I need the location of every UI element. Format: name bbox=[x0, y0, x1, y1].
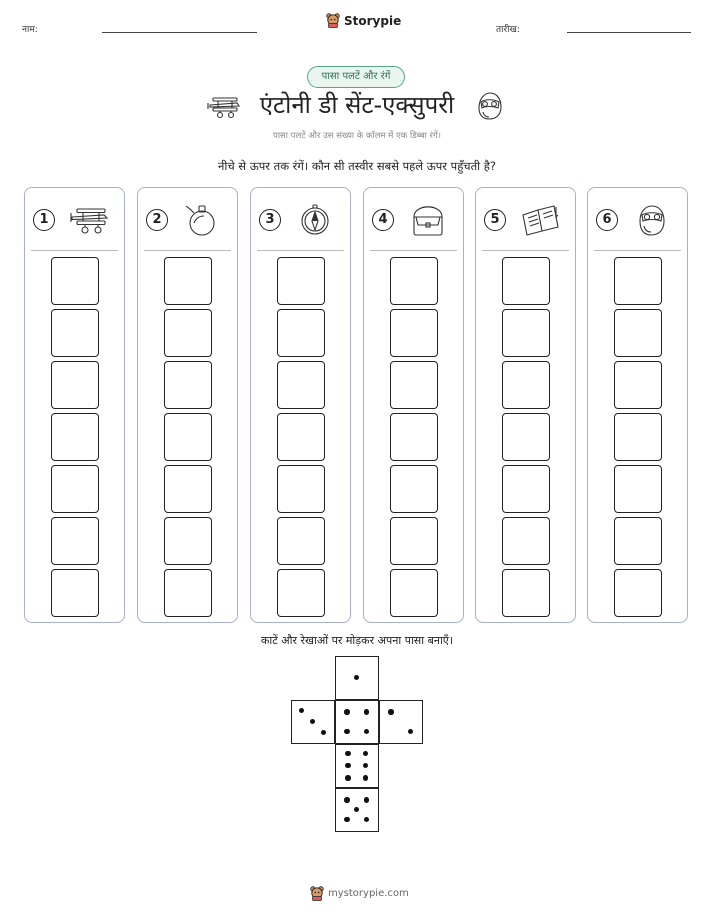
date-line bbox=[567, 32, 691, 33]
dice-face bbox=[335, 744, 379, 788]
column-divider bbox=[594, 250, 681, 251]
color-box[interactable] bbox=[277, 309, 325, 357]
dice-pip bbox=[364, 797, 370, 803]
dice-pip bbox=[408, 729, 414, 735]
page-title: एंटोनी डी सेंट-एक्सुपरी bbox=[259, 91, 455, 119]
color-box[interactable] bbox=[390, 257, 438, 305]
compass-icon bbox=[295, 203, 335, 237]
dice-pip bbox=[364, 709, 370, 715]
color-box[interactable] bbox=[164, 569, 212, 617]
column-number: 2 bbox=[146, 209, 168, 231]
color-box[interactable] bbox=[164, 361, 212, 409]
color-box[interactable] bbox=[502, 257, 550, 305]
column-1 bbox=[24, 187, 125, 623]
color-box[interactable] bbox=[614, 309, 662, 357]
cut-instruction: काटें और रेखाओं पर मोड़कर अपना पासा बनाएँ। bbox=[260, 634, 454, 647]
dice-pip bbox=[388, 709, 394, 715]
color-box[interactable] bbox=[164, 413, 212, 461]
dice-pip bbox=[344, 709, 350, 715]
color-box[interactable] bbox=[614, 569, 662, 617]
column-divider bbox=[31, 250, 118, 251]
brand-name: Storypie bbox=[344, 13, 402, 28]
column-divider bbox=[144, 250, 231, 251]
dice-pip bbox=[364, 817, 370, 823]
dice-pip bbox=[310, 719, 316, 725]
dice-pip bbox=[345, 775, 351, 781]
color-box[interactable] bbox=[614, 465, 662, 513]
dice-pip bbox=[363, 763, 369, 769]
color-box[interactable] bbox=[502, 309, 550, 357]
color-box[interactable] bbox=[502, 569, 550, 617]
dice-face bbox=[335, 700, 379, 744]
dice-face bbox=[335, 788, 379, 832]
color-box[interactable] bbox=[502, 517, 550, 565]
column-number: 5 bbox=[484, 209, 506, 231]
dice-pip bbox=[345, 763, 351, 769]
color-box[interactable] bbox=[51, 569, 99, 617]
biplane-icon bbox=[69, 203, 109, 237]
column-number: 6 bbox=[596, 209, 618, 231]
color-box[interactable] bbox=[502, 361, 550, 409]
column-divider bbox=[257, 250, 344, 251]
name-label: नाम: bbox=[22, 25, 38, 35]
color-box[interactable] bbox=[390, 465, 438, 513]
dice-pip bbox=[354, 675, 360, 681]
question-text: नीचे से ऊपर तक रंगें। कौन सी तस्वीर सबसे पहले ऊपर पहुँचती है? bbox=[217, 159, 497, 173]
color-box[interactable] bbox=[51, 465, 99, 513]
column-6 bbox=[587, 187, 688, 623]
column-4 bbox=[363, 187, 464, 623]
footer bbox=[310, 886, 409, 901]
brand-logo bbox=[326, 13, 401, 28]
dice-face bbox=[379, 700, 423, 744]
badge: पासा पलटें और रंगें bbox=[307, 66, 405, 88]
footer-url: mystorypie.com bbox=[328, 888, 409, 899]
column-number: 1 bbox=[33, 209, 55, 231]
color-box[interactable] bbox=[51, 517, 99, 565]
instructions-subtitle: पासा पलटें और उस संख्या के कॉलम में एक डिब्बा रंगें। bbox=[273, 131, 441, 141]
color-box[interactable] bbox=[164, 257, 212, 305]
dice-pip bbox=[354, 807, 360, 813]
column-2 bbox=[137, 187, 238, 623]
color-box[interactable] bbox=[277, 257, 325, 305]
color-box[interactable] bbox=[390, 413, 438, 461]
color-box[interactable] bbox=[502, 465, 550, 513]
satchel-icon bbox=[408, 203, 448, 237]
color-box[interactable] bbox=[390, 517, 438, 565]
color-box[interactable] bbox=[502, 413, 550, 461]
column-5 bbox=[475, 187, 576, 623]
color-box[interactable] bbox=[277, 569, 325, 617]
column-3 bbox=[250, 187, 351, 623]
color-box[interactable] bbox=[277, 517, 325, 565]
color-box[interactable] bbox=[614, 257, 662, 305]
dice-pip bbox=[364, 729, 370, 735]
column-number: 3 bbox=[259, 209, 281, 231]
canteen-icon bbox=[182, 203, 222, 237]
dice-pip bbox=[345, 751, 351, 757]
color-box[interactable] bbox=[164, 517, 212, 565]
column-divider bbox=[370, 250, 457, 251]
color-box[interactable] bbox=[51, 309, 99, 357]
color-box[interactable] bbox=[614, 361, 662, 409]
pilot-helmet-icon bbox=[632, 203, 672, 237]
dice-pip bbox=[321, 730, 327, 736]
dice-face bbox=[335, 656, 379, 700]
date-label: तारीख: bbox=[496, 25, 520, 35]
color-box[interactable] bbox=[51, 413, 99, 461]
color-box[interactable] bbox=[164, 465, 212, 513]
color-box[interactable] bbox=[390, 569, 438, 617]
dice-pip bbox=[344, 797, 350, 803]
bear-mascot-icon bbox=[310, 886, 324, 901]
dice-pip bbox=[299, 708, 305, 714]
column-number: 4 bbox=[372, 209, 394, 231]
color-box[interactable] bbox=[277, 361, 325, 409]
color-box[interactable] bbox=[614, 413, 662, 461]
color-box[interactable] bbox=[51, 361, 99, 409]
bear-mascot-icon bbox=[326, 13, 340, 28]
color-box[interactable] bbox=[390, 309, 438, 357]
dice-pip bbox=[363, 751, 369, 757]
open-book-icon bbox=[520, 203, 560, 237]
column-divider bbox=[482, 250, 569, 251]
color-box[interactable] bbox=[277, 465, 325, 513]
dice-pip bbox=[344, 817, 350, 823]
dice-pip bbox=[363, 775, 369, 781]
dice-pip bbox=[344, 729, 350, 735]
color-box[interactable] bbox=[277, 413, 325, 461]
color-box[interactable] bbox=[614, 517, 662, 565]
biplane-title-icon bbox=[207, 94, 241, 120]
color-box[interactable] bbox=[164, 309, 212, 357]
dice-face bbox=[291, 700, 335, 744]
name-line bbox=[102, 32, 257, 33]
color-box[interactable] bbox=[390, 361, 438, 409]
color-box[interactable] bbox=[51, 257, 99, 305]
pilot-helmet-title-icon bbox=[474, 90, 504, 122]
